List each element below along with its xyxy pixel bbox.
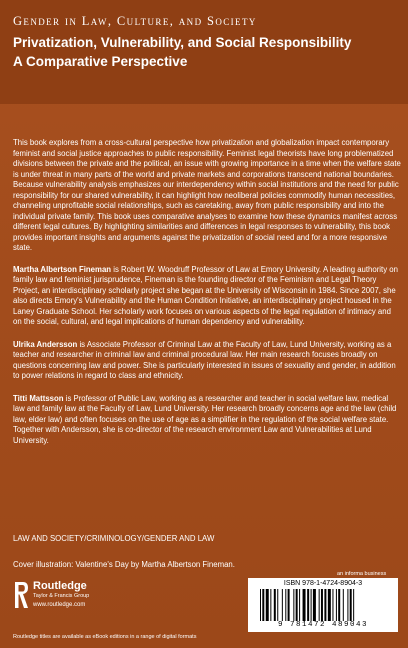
blurb-paragraph: This book explores from a cross-cultural perspective how privatization and globalization impact contemporary feminist and social justice approaches to public responsibility. Feminist legal theorists have long problematized divisions between the private and the political, an issue with growing importance in a time when the welfare state is under threat in many parts of the world and private markets and corporations transcend national boundaries. Because vulnerability analysis emphasizes our interdependency within social institutions and the need for public responsibility for our shared vulnerability, it can highlight how neoliberal policies commodify human necessities, channeling unprofitable social relationships, such as caretaking, away from public responsibility and into the individual private family. This book uses comparative analyses to examine how these dynamics manifest across different legal cultures. By highlighting similarities and differences in legal responses to vulnerability, this book provides important insights and arguments against the privatization of social need and for a more responsive state. — [13, 138, 401, 252]
book-title: Privatization, Vulnerability, and Social Responsibility — [13, 35, 352, 50]
barcode-bar — [285, 589, 286, 621]
isbn-label: ISBN 978-1-4724-8904-3 — [283, 580, 363, 587]
barcode-bar — [350, 589, 352, 621]
barcode-bar — [303, 589, 306, 621]
barcode-number: 9 781472 489043 — [277, 621, 368, 629]
bio-name: Titti Mattsson — [13, 393, 64, 403]
cover-illustration-credit: Cover illustration: Valentine's Day by Martha Albertson Fineman. — [13, 560, 235, 569]
barcode-bar — [311, 589, 312, 621]
barcode-bar — [299, 589, 300, 621]
routledge-r-logo-icon — [13, 580, 29, 610]
barcode-bar — [319, 589, 320, 621]
book-subtitle: A Comparative Perspective — [13, 54, 188, 69]
publisher-logo — [13, 578, 133, 620]
barcode-bar — [274, 589, 276, 621]
bio-text: is Associate Professor of Criminal Law at the Faculty of Law, Lund University, working as a teacher and researcher in criminal law and criminal procedural law. Her main research focuses broadly on questions concerning law and power. She is particularly interested in issues of sexuality and gender, in addition to power relations in regard to class and ethnicity. — [13, 339, 396, 380]
publisher-url: www.routledge.com — [33, 602, 86, 608]
bio-text: is Professor of Public Law, working as a researcher and teacher in social welfare law, medical law and family law at the Faculty of Law, Lund University. Her research broadly concerns age and the law (child law, elder law) and often focuses on the use of age as a simplifier in the regulation of the social welfare state. Together with Andersson, she is co-director of the research environment Law and Vulnerabilities at Lund University. — [13, 393, 397, 445]
bio-fineman — [13, 265, 401, 328]
bio-text: is Robert W. Woodruff Professor of Law at Emory University. A leading authority on family law and feminist jurisprudence, Fineman is the founding director of the Feminism and Legal Theory Project, an interdisciplinary scholarly project she began at the University of Wisconsin in 1984. Since 2007, she also directs Emory's Vulnerability and the Human Condition Initiative, an interdisciplinary project housed in the Laney Graduate School. Her scholarly work focuses on various aspects of the legal regulation of intimacy and on the social, cultural, and legal implications of human dependency and vulnerability. — [13, 264, 398, 326]
barcode-bar — [343, 589, 344, 621]
barcode-bar — [266, 589, 269, 621]
barcode-bar — [260, 589, 261, 621]
publisher-name: Routledge — [33, 580, 87, 592]
barcode-bar — [353, 589, 354, 621]
subject-category: LAW AND SOCIETY/CRIMINOLOGY/GENDER AND LAW — [13, 534, 215, 543]
barcode-bar — [347, 589, 348, 621]
barcode-bar — [321, 589, 323, 621]
barcode-bar — [332, 589, 333, 621]
barcode-bar — [336, 589, 337, 621]
barcode-bar — [313, 589, 316, 621]
barcode-bar — [296, 589, 298, 621]
barcode-bar — [262, 589, 264, 621]
barcode-panel — [248, 578, 398, 632]
barcode-bar — [293, 589, 294, 621]
barcode-bar — [338, 589, 340, 621]
barcode-bar — [288, 589, 290, 621]
barcode-bar — [282, 589, 283, 621]
publisher-tagline: Taylor & Francis Group — [33, 593, 90, 599]
ebook-note: Routledge titles are available as eBook editions in a range of digital formats — [13, 634, 197, 640]
informa-note: an informa business — [337, 571, 387, 577]
bio-mattsson — [13, 394, 401, 447]
barcode-bar — [270, 589, 271, 621]
body-text — [13, 138, 401, 458]
bio-name: Ulrika Andersson — [13, 339, 78, 349]
barcode-bars — [260, 589, 386, 621]
bio-name: Martha Albertson Fineman — [13, 264, 112, 274]
series-title: Gender in Law, Culture, and Society — [13, 14, 257, 28]
bio-andersson — [13, 340, 401, 382]
barcode-bar — [324, 589, 326, 621]
barcode-bar — [277, 589, 278, 621]
barcode-bar — [307, 589, 309, 621]
barcode-bar — [328, 589, 331, 621]
